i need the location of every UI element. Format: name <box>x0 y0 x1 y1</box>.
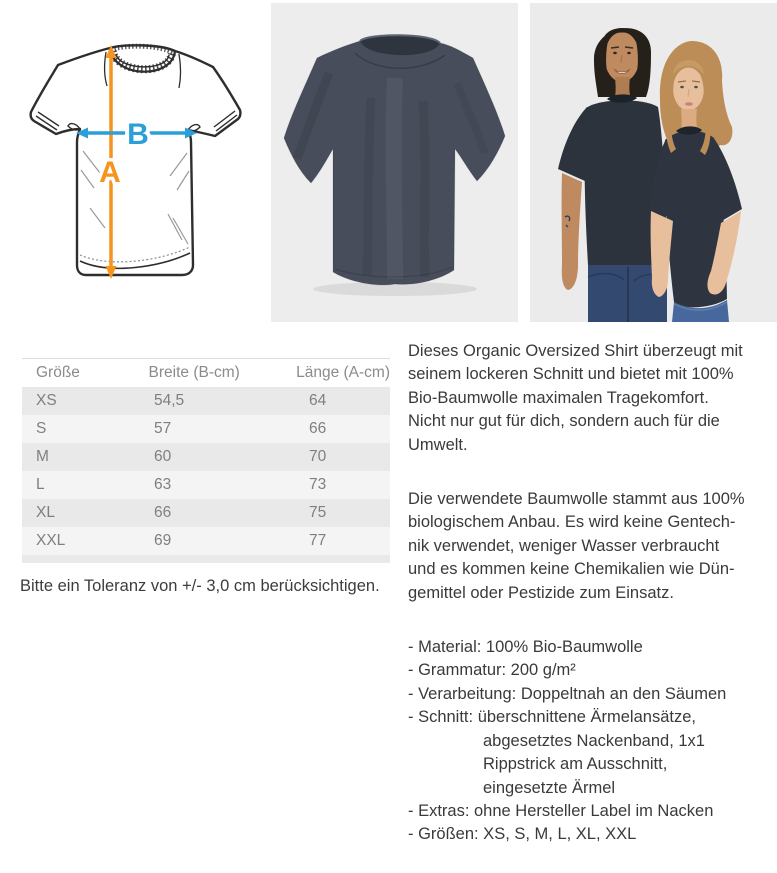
size-cell: XS <box>36 392 57 409</box>
product-photo <box>271 3 518 322</box>
product-detail-line: - Schnitt: überschnittene Ärmelansätze, <box>408 708 696 727</box>
size-table-row <box>22 415 390 443</box>
size-cell: L <box>36 476 45 493</box>
size-table-row <box>22 387 390 415</box>
width-label: B <box>127 118 149 151</box>
product-detail-line: abgesetztes Nackenband, 1x1 <box>483 731 705 750</box>
product-detail-line: - Verarbeitung: Doppeltnah an den Säumen <box>408 684 727 703</box>
models-photo-image <box>530 3 777 322</box>
laenge-cell: 75 <box>309 504 327 521</box>
size-table-header <box>22 359 390 387</box>
size-table-footer-stripe <box>22 555 390 563</box>
product-photo-image <box>271 3 518 322</box>
description-line: Die verwendete Baumwolle stammt aus 100% <box>408 490 745 509</box>
breite-cell: 57 <box>154 420 172 437</box>
laenge-cell: 77 <box>309 532 327 549</box>
description-line: seinem lockeren Schnitt und bietet mit 100% <box>408 365 734 384</box>
description-line: gemittel oder Pestizide zum Einsatz. <box>408 583 674 602</box>
size-table-row <box>22 499 390 527</box>
product-detail-line: Rippstrick am Ausschnitt, <box>483 755 668 774</box>
breite-cell: 54,5 <box>154 392 185 409</box>
breite-cell: 63 <box>154 476 172 493</box>
size-table-row <box>22 471 390 499</box>
size-table-header-breite: Breite (B-cm) <box>148 364 240 381</box>
description-paragraph-2 <box>408 488 777 605</box>
laenge-cell: 73 <box>309 476 327 493</box>
product-detail-line: - Material: 100% Bio-Baumwolle <box>408 638 643 657</box>
breite-cell: 60 <box>154 448 172 465</box>
size-cell: XXL <box>36 532 66 549</box>
size-table-body <box>22 387 390 555</box>
tshirt-outline <box>31 45 241 275</box>
product-detail-line: - Grammatur: 200 g/m² <box>408 661 576 680</box>
tolerance-note: Bitte ein Toleranz von +/- 3,0 cm berücksichtigen. <box>20 577 380 595</box>
description-line: Umwelt. <box>408 435 468 454</box>
description-line: Nicht nur gut für dich, sondern auch für die <box>408 412 720 431</box>
description-line: Dieses Organic Oversized Shirt überzeugt mit <box>408 342 743 360</box>
description-line: biologischem Anbau. Es wird keine Gentech- <box>408 513 736 532</box>
description-paragraph-1 <box>408 340 777 457</box>
size-cell: S <box>36 420 47 437</box>
product-detail-line: eingesetzte Ärmel <box>483 778 616 797</box>
description-line: Bio-Baumwolle maximalen Tragekomfort. <box>408 388 709 407</box>
models-photo <box>530 3 777 322</box>
size-cell: M <box>36 448 49 465</box>
size-table-header-groesse: Größe <box>36 364 80 381</box>
size-table <box>22 358 390 563</box>
size-cell: XL <box>36 504 55 521</box>
size-table-header-laenge: Länge (A-cm) <box>296 364 390 381</box>
tshirt-measurement-drawing <box>10 18 260 303</box>
breite-cell: 66 <box>154 504 172 521</box>
laenge-cell: 66 <box>309 420 327 437</box>
laenge-cell: 64 <box>309 392 327 409</box>
description-line: nik verwendet, weniger Wasser verbraucht <box>408 536 720 555</box>
product-description <box>408 340 777 847</box>
laenge-cell: 70 <box>309 448 327 465</box>
product-detail-line: - Größen: XS, S, M, L, XL, XXL <box>408 825 637 844</box>
product-details-list <box>408 636 777 847</box>
size-table-row <box>22 443 390 471</box>
breite-cell: 69 <box>154 532 172 549</box>
size-diagram <box>10 18 260 303</box>
product-detail-line: - Extras: ohne Hersteller Label im Nacken <box>408 801 714 820</box>
description-line: und es kommen keine Chemikalien wie Dün- <box>408 560 735 579</box>
length-label: A <box>99 156 121 189</box>
size-table-row <box>22 527 390 555</box>
